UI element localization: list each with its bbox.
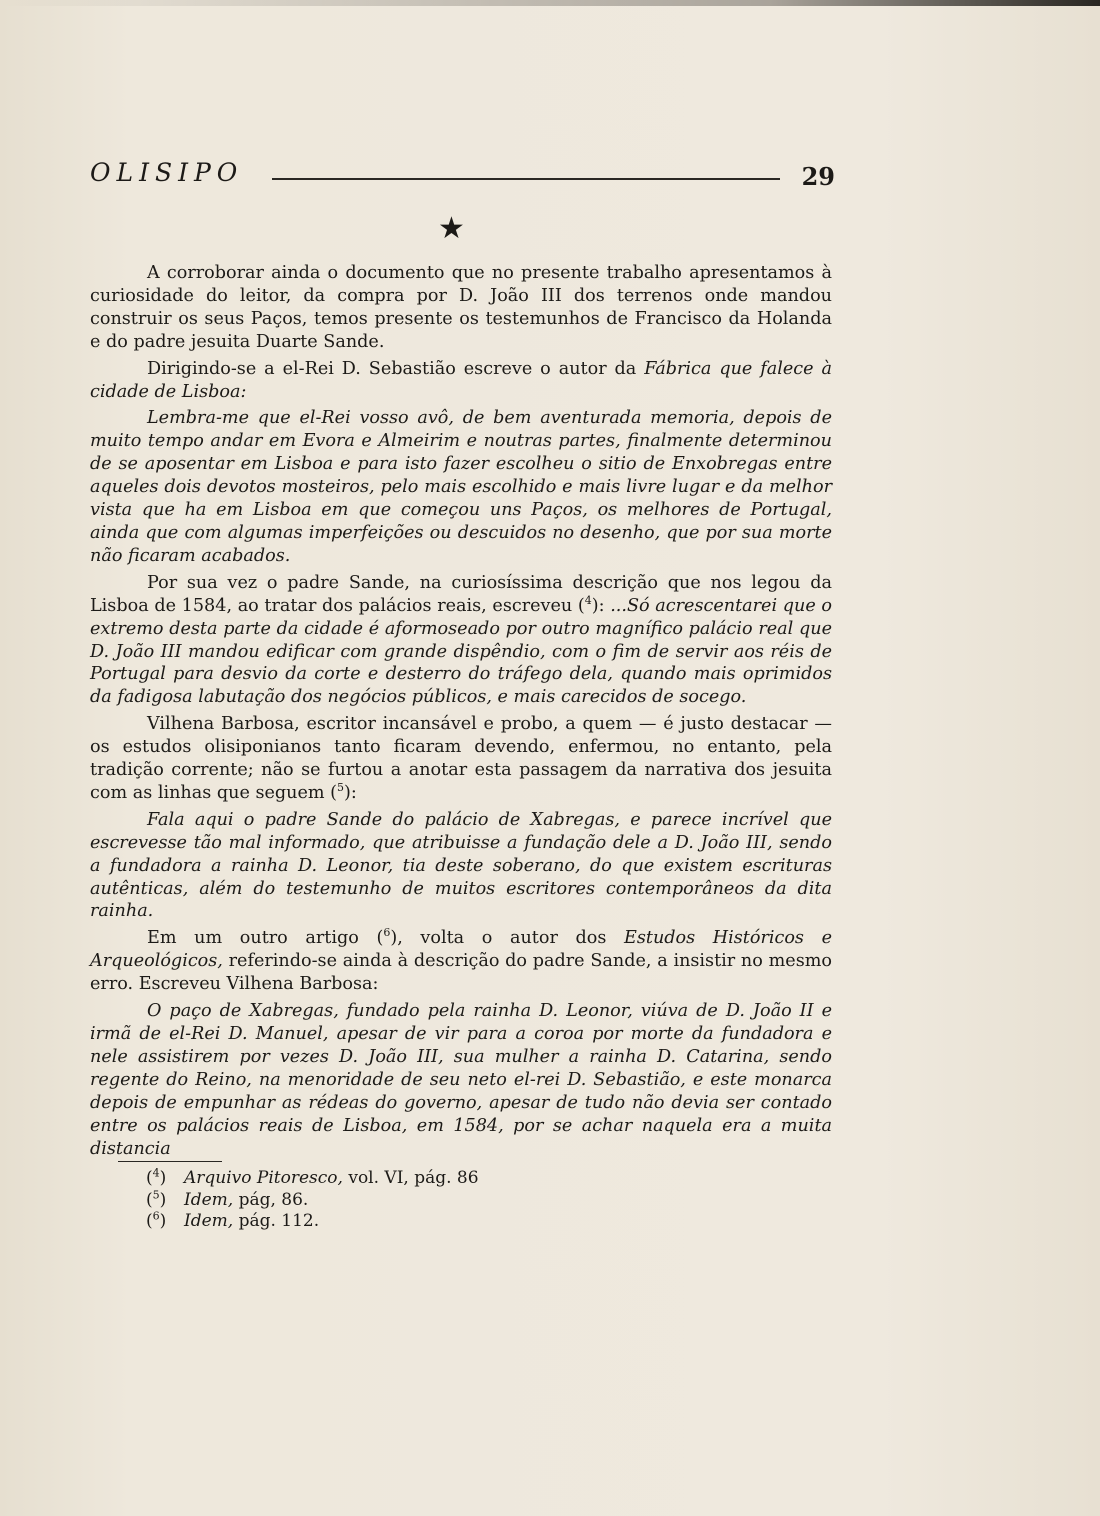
text-run: O paço de Xabregas, fundado pela rainha D. Leonor, viúva de D. João II e irmã de el-Rei D. Manuel, apesar de vir para a coroa por morte da fundadora e nele assistirem por vezes D. João III, sua mulher a rainha D. Catarina, sendo regente do Reino, na menoridade de seu neto el-rei D. Sebastião, e este monarca depois de empunhar as rédeas do governo, apesar de tudo não devia ser contado entre os palácios reais de Lisboa, em 1584, por se achar naquela era a muita distancia — [90, 1001, 832, 1159]
text-run: Em um outro artigo ( — [147, 928, 384, 949]
block-quote — [90, 809, 832, 924]
italic-text: Estudos Históricos e Arqueológicos, — [90, 928, 832, 972]
running-header — [90, 158, 835, 198]
text-run: A corroborar ainda o documento que no presente trabalho apresentamos à curiosidade do leitor, da compra por D. João III dos terrenos onde mandou construir os seus Paços, temos presente os testemunhos de Francisco da Holanda e do padre jesuita Duarte Sande. — [90, 263, 832, 352]
text-run: Dirigindo-se a el-Rei D. Sebastião escreve o autor da — [147, 358, 645, 379]
paragraph — [90, 572, 832, 709]
paragraph — [90, 713, 832, 805]
footnote-work: Arquivo Pitoresco, — [184, 1168, 343, 1188]
text-run: Vilhena Barbosa, escritor incansável e probo, a quem — é justo destacar — os estudos olisiponianos tanto ficaram devendo, enfermou, no entanto, pela tradição corrente; não se furtou a anotar esta passagem da narrativa dos jesuita com as linhas que seguem ( — [90, 714, 832, 803]
body-text — [90, 262, 832, 1160]
text-run: Fala aqui o padre Sande do palácio de Xabregas, e parece incrível que escrevesse tão mal informado, que atribuisse a fundação dele a D. João III, sendo a fundadora a rainha D. Leonor, tia deste soberano, do que existem escrituras autênticas, além do testemunho de muitos escritores contemporâneos da dita rainha. — [90, 809, 832, 922]
block-quote — [90, 1000, 832, 1160]
footnote-detail: pág, 86. — [233, 1189, 309, 1210]
text-run: ): — [344, 782, 357, 803]
block-quote — [90, 407, 832, 567]
paragraph — [90, 262, 832, 354]
text-run: ), volta o autor dos — [390, 928, 624, 949]
footnote-mark: ($^5$) — [146, 1187, 167, 1210]
header-rule — [272, 178, 780, 180]
footnote-ref: 6 — [383, 926, 391, 940]
text-run: referindo-se ainda à descrição do padre Sande, a insistir no mesmo erro. Escreveu Vilhena Barbosa: — [90, 951, 832, 995]
footnote — [146, 1187, 479, 1212]
running-title: OLISIPO — [90, 158, 244, 187]
paragraph — [90, 927, 832, 996]
star-ornament-icon: ★ — [438, 211, 465, 246]
footnote-mark: ($^4$) — [146, 1166, 167, 1188]
footnote — [146, 1168, 479, 1190]
footnote-ref: 4 — [584, 593, 592, 607]
footnote-detail: pág. 112. — [233, 1211, 320, 1231]
footnote — [146, 1211, 479, 1233]
page-number: 29 — [801, 162, 835, 191]
italic-text: Fábrica que falece à cidade de Lisboa: — [90, 358, 832, 402]
text-run: Por sua vez o padre Sande, na curiosíssima descrição que nos legou da Lisboa de 1584, ao tratar dos palácios reais, escreveu ( — [90, 572, 832, 616]
footnote-ref: 5 — [337, 781, 345, 795]
paragraph — [90, 358, 832, 404]
footnote-work: Idem, — [184, 1189, 234, 1210]
footnote-work: Idem, — [184, 1211, 234, 1231]
italic-text: ...Só acrescentarei que o extremo desta parte da cidade é aformoseado por outro magnífico palácio real que D. João III mandou edificar com grande dispêndio, com o fim de servir aos réis de Portugal para desvio da corte e desterro do tráfego dela, quando mais oprimidos da fadigosa labutação dos negócios públicos, e mais carecidos de socego. — [90, 595, 832, 708]
footnote-mark: ($^6$) — [146, 1209, 167, 1231]
footnotes — [146, 1168, 479, 1233]
text-run: Lembra-me que el-Rei vosso avô, de bem aventurada memoria, depois de muito tempo andar em Evora e Almeirim e noutras partes, finalmente determinou de se aposentar em Lisboa e para isto fazer escolheu o sitio de Enxobregas entre aqueles dois devotos mosteiros, pelo mais escolhido e mais livre lugar e da melhor vista que ha em Lisboa em que começou uns Paços, os melhores de Portugal, ainda que com algumas imperfeições ou descuidos no desenho, que por sua morte não ficaram acabados. — [90, 408, 832, 566]
text-run: ): — [591, 595, 611, 616]
footnote-detail: vol. VI, pág. 86 — [342, 1168, 479, 1188]
page-edge-shadow — [0, 0, 1100, 6]
footnote-rule — [118, 1161, 222, 1162]
